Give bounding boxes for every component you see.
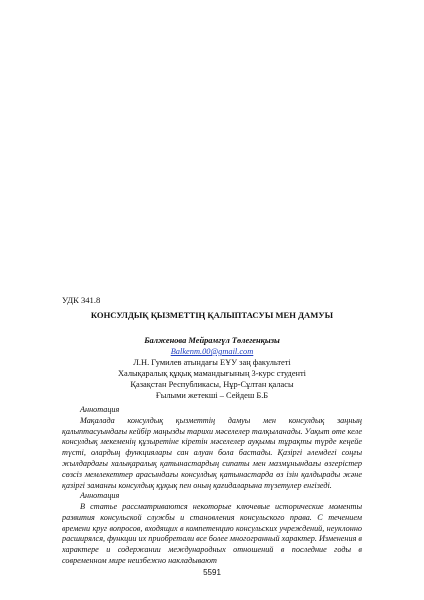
annotation-kz-text: Мақалада консулдық қызметтің дамуы мен консулдық заңның қалыптасуындағы кейбір маңызды тарихи мәселелер талқыланады. Уақыт өте келе консулдық мекеменің құзыретіне кіретін мәселелер ауқымы тұрақты түрде кеңейе түсті, олардың функциялары сан алуан бола бастады. Қазіргі әлемдегі соңғы жылдардағы халықаралық қатынастардың сипаты мен мазмұнындағы өзгерістер сөзсіз мемлекеттер арасындағы консулдық қатынастарда өз ізін қалдырады және қазіргі заманғы консулдық құқық пен оның қағидаларына түзетулер енгізеді. xyxy=(62,415,362,490)
author-email-link[interactable]: Balkenm.00@gmail.com xyxy=(170,347,254,356)
affiliation-location: Қазақстан Республикасы, Нұр-Сұлтан қаласы xyxy=(130,380,294,389)
affiliation-university: Л.Н. Гумилев атындағы ЕҰУ заң факультеті xyxy=(133,358,291,367)
annotation-ru-text: В статье рассматриваются некоторые ключевые исторические моменты развития консульской службы и становления консульского права. С течением времени круг вопросов, входящих в компетенцию консульских учреждений, неуклонно расширялся, функции их приобретали все более многогранный характер. Изменения в характере и содержании международных отношений в последние годы в современном мире неизбежно накладывают xyxy=(62,502,362,565)
affiliation-program: Халықаралық құқық мамандығының 3-курс студенті xyxy=(117,369,306,378)
annotation-kz-label: Аннотация xyxy=(80,405,120,414)
annotation-ru-label: Аннотация xyxy=(80,491,120,500)
annotation-kz xyxy=(62,405,362,491)
page-number: 5591 xyxy=(203,568,221,577)
article-title: КОНСУЛДЫҚ ҚЫЗМЕТТІҢ ҚАЛЫПТАСУЫ МЕН ДАМУЫ xyxy=(90,310,334,320)
author-name: Балженова Мейрамгүл Төлегенқызы xyxy=(144,336,280,345)
annotation-ru xyxy=(62,502,362,570)
annotation-ru-heading xyxy=(62,491,362,502)
udk-code: УДК 341.8 xyxy=(62,295,101,305)
affiliation-supervisor: Ғылыми жетекші – Сейдеш Б.Б xyxy=(155,391,269,400)
